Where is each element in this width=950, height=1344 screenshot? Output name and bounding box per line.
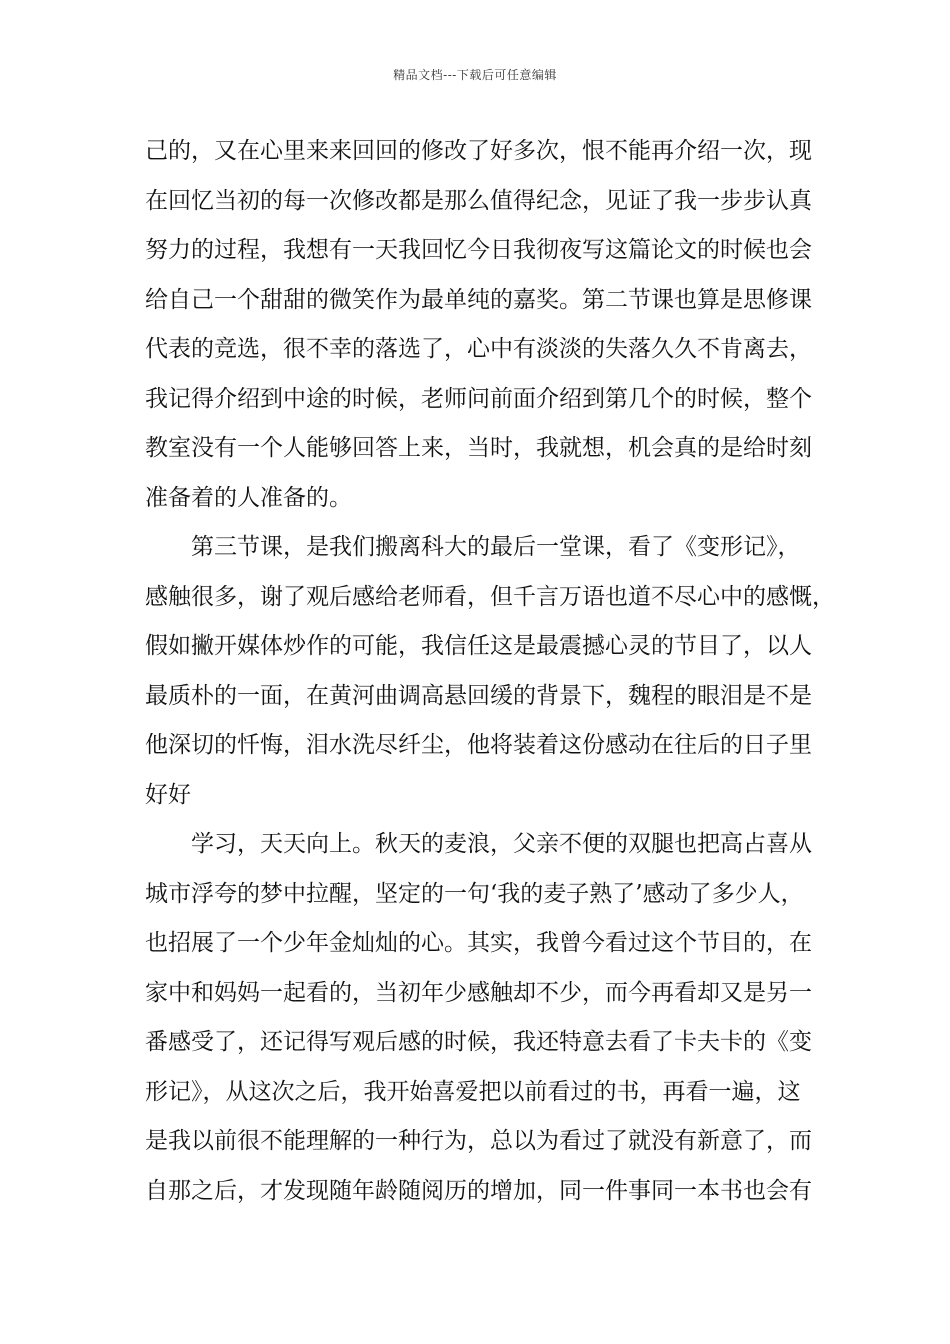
text-line: 是我以前很不能理解的一种行为，总以为看过了就没有新意了，而 bbox=[145, 1128, 812, 1154]
text-line: 第三节课，是我们搬离科大的最后一堂课，看了《变形记》， bbox=[191, 534, 801, 560]
text-line: 代表的竞选，很不幸的落选了，心中有淡淡的失落久久不肯离去， bbox=[145, 336, 812, 362]
text-line: 己的，又在心里来来回回的修改了好多次，恨不能再介绍一次，现 bbox=[145, 138, 812, 164]
text-line: 最质朴的一面，在黄河曲调高悬回缓的背景下，魏程的眼泪是不是 bbox=[145, 682, 812, 709]
text-line: 城市浮夸的梦中拉醒，坚定的一句‘我的麦子熟了’感动了多少人， bbox=[145, 880, 804, 907]
text-line: 也招展了一个少年金灿灿的心。其实，我曾今看过这个节目的，在 bbox=[145, 930, 812, 956]
text-line: 形记》，从这次之后，我开始喜爱把以前看过的书，再看一遍，这 bbox=[145, 1078, 801, 1105]
text-line: 他深切的忏悔，泪水洗尽纤尘，他将装着这份感动在往后的日子里 bbox=[145, 732, 812, 758]
page-header: 精品文档---下载后可任意编辑 bbox=[393, 68, 557, 82]
text-line: 我记得介绍到中途的时候，老师问前面介绍到第几个的时候，整个 bbox=[145, 385, 812, 412]
text-line: 准备着的人准备的。 bbox=[145, 484, 352, 511]
text-line: 假如撇开媒体炒作的可能，我信任这是最震撼心灵的节目了，以人 bbox=[145, 633, 812, 659]
text-line: 在回忆当初的每一次修改都是那么值得纪念，见证了我一步步认真 bbox=[145, 187, 812, 214]
text-line: 努力的过程，我想有一天我回忆今日我彻夜写这篇论文的时候也会 bbox=[145, 237, 812, 263]
text-line: 番感受了，还记得写观后感的时候，我还特意去看了卡夫卡的《变 bbox=[145, 1029, 812, 1055]
text-line: 好好 bbox=[145, 781, 191, 808]
text-line: 自那之后，才发现随年龄随阅历的增加，同一件事同一本书也会有 bbox=[145, 1177, 812, 1204]
document-body bbox=[145, 127, 835, 1216]
text-line: 家中和妈妈一起看的，当初年少感触却不少，而今再看却又是另一 bbox=[145, 979, 812, 1006]
text-line: 感触很多，谢了观后感给老师看，但千言万语也道不尽心中的感慨， bbox=[145, 583, 835, 610]
text-line: 学习，天天向上。秋天的麦浪，父亲不便的双腿也把高占喜从 bbox=[191, 831, 812, 857]
text-line: 教室没有一个人能够回答上来，当时，我就想，机会真的是给时刻 bbox=[145, 435, 812, 461]
text-line: 给自己一个甜甜的微笑作为最单纯的嘉奖。第二节课也算是思修课 bbox=[145, 286, 812, 313]
